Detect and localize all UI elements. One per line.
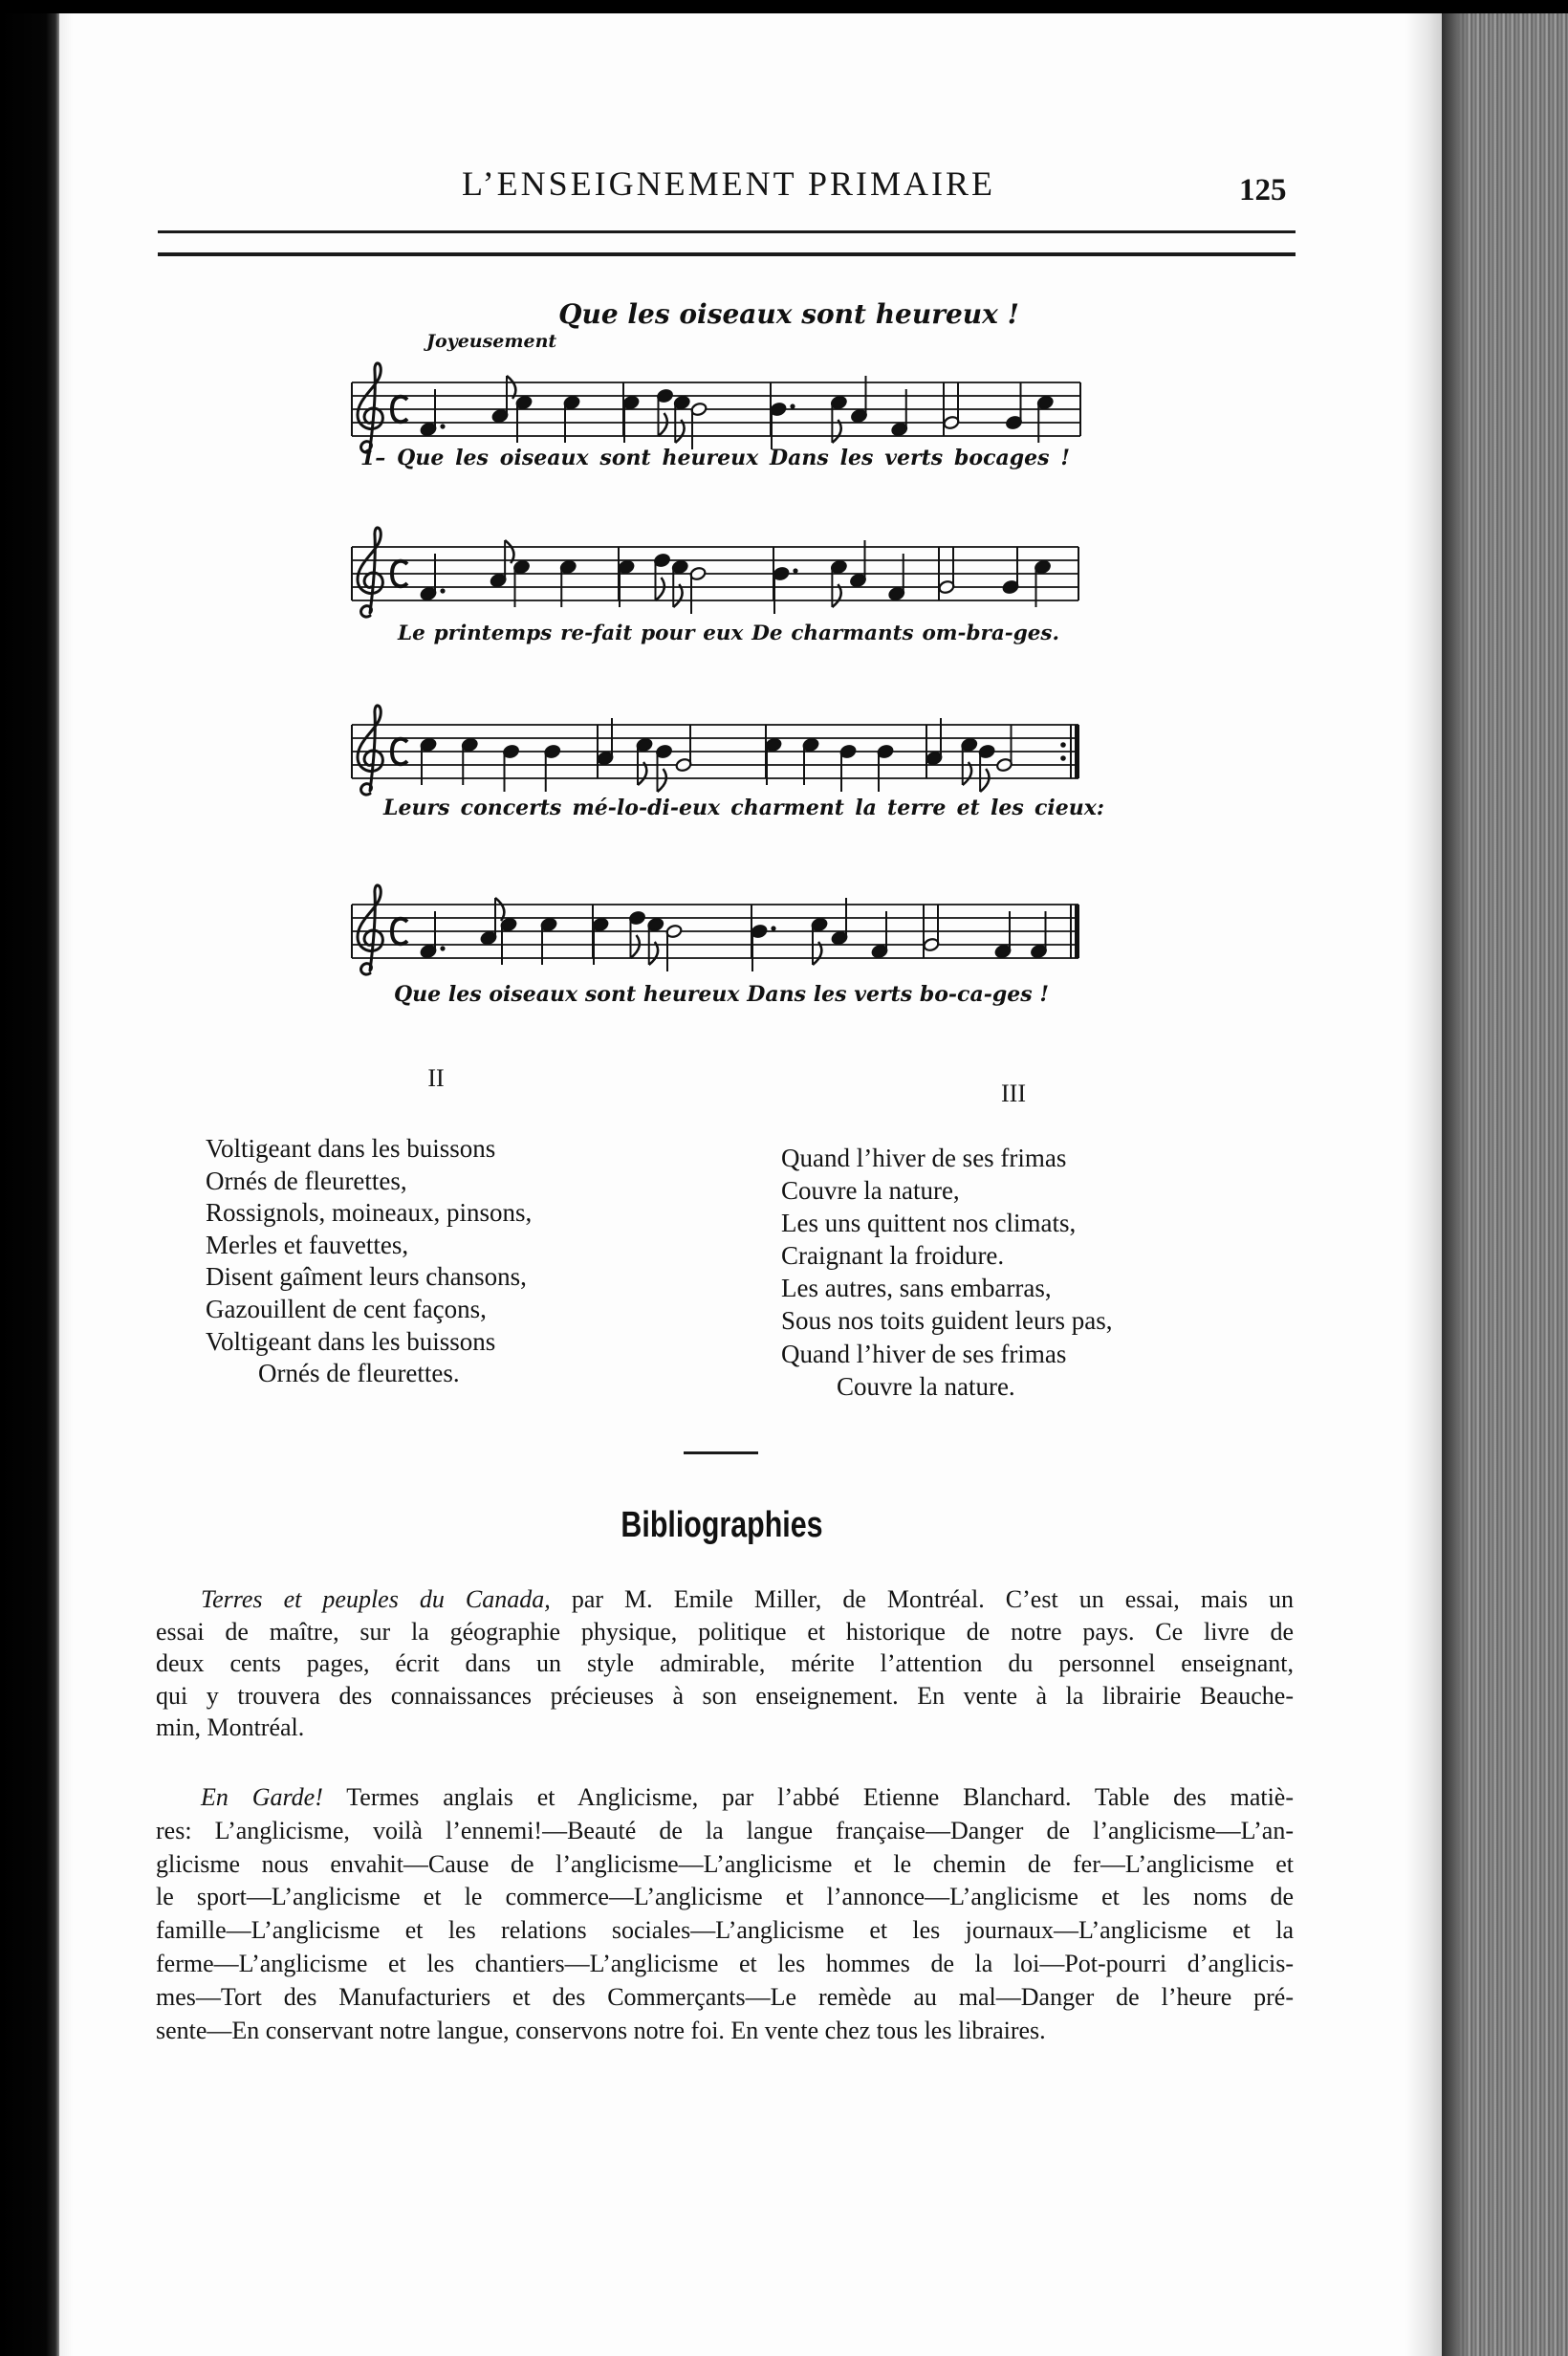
verse-line: Quand l’hiver de ses frimas bbox=[781, 1339, 1067, 1368]
final-barline bbox=[1075, 725, 1079, 778]
repeat-dot bbox=[1060, 742, 1066, 748]
verse-line: Disent gaîment leurs chansons, bbox=[206, 1262, 527, 1292]
verse-line: Ornés de fleurettes, bbox=[206, 1166, 407, 1195]
scan-top-border bbox=[0, 0, 1568, 13]
header-rule-top bbox=[158, 230, 1296, 233]
verse-line: Les autres, sans embarras, bbox=[781, 1274, 1052, 1303]
stanza-numeral-ii: II bbox=[427, 1064, 445, 1092]
header-rule-bottom bbox=[158, 252, 1296, 256]
text-line: ferme—L’anglicisme et les chantiers—L’anglicisme et les hommes de la loi—Pot-pourri d’anglicis- bbox=[156, 1949, 1294, 1977]
text-line: famille—L’anglicisme et les relations sociales—L’anglicisme et les journaux—L’anglicisme et la bbox=[156, 1916, 1294, 1945]
verse-line: Ornés de fleurettes. bbox=[258, 1359, 460, 1388]
stanza-iii bbox=[781, 1142, 1113, 1403]
lyric-line-1: 1– Que les oiseaux sont heureux Dans les verts bocages ! bbox=[360, 446, 1070, 470]
stanza-numeral-iii: III bbox=[1001, 1080, 1026, 1107]
text-line: le sport—L’anglicisme et le commerce—L’anglicisme et l’annonce—L’anglicisme et les noms de bbox=[156, 1883, 1294, 1911]
verse-line: Gazouillent de cent façons, bbox=[206, 1294, 487, 1323]
note-flag bbox=[658, 769, 666, 792]
text-line: res: L’anglicisme, voilà l’ennemi!—Beauté de la langue française—Danger de l’anglicisme—L’an- bbox=[156, 1816, 1294, 1844]
running-title: L’ENSEIGNEMENT PRIMAIRE bbox=[461, 164, 995, 203]
section-divider bbox=[684, 1451, 758, 1454]
note-dot bbox=[790, 404, 795, 408]
text-line: mes—Tort des Manufacturiers et des Commerçants—Le remède au mal—Danger de l’heure pré- bbox=[156, 1982, 1294, 2011]
treble-clef bbox=[358, 885, 382, 974]
scan-left-border bbox=[0, 0, 59, 2356]
verse-line: Voltigeant dans les buissons bbox=[206, 1326, 496, 1356]
note-dot bbox=[440, 588, 445, 593]
page-number: 125 bbox=[1239, 173, 1287, 207]
note-flag bbox=[659, 413, 667, 436]
verse-line: Couvre la nature, bbox=[781, 1176, 960, 1206]
bibliography-entry-1 bbox=[156, 1583, 1294, 1744]
bibliography-entry-2 bbox=[156, 1781, 1294, 2047]
music-staff-3 bbox=[344, 694, 1100, 809]
note-flag bbox=[980, 769, 989, 792]
section-heading: Bibliographies bbox=[621, 1505, 823, 1545]
verse-line: Rossignols, moineaux, pinsons, bbox=[206, 1198, 533, 1228]
text-line: qui y trouvera des connaissances précieuses à son enseignement. En vente à la librairie Beauche- bbox=[156, 1681, 1294, 1710]
note-dot bbox=[771, 926, 775, 930]
treble-clef bbox=[358, 363, 382, 452]
verse-line: Quand l’hiver de ses frimas bbox=[781, 1144, 1067, 1172]
lyric-line-4: Que les oiseaux sont heureux Dans les verts bo-ca-ges ! bbox=[394, 982, 1049, 1007]
lyric-line-3: Leurs concerts mé-lo-di-eux charment la terre et les cieux: bbox=[383, 796, 1104, 820]
text-run: par M. Emile Miller, de Montréal. C’est un essai, mais un bbox=[571, 1585, 1294, 1613]
repeat-dot bbox=[1060, 755, 1066, 761]
book-page-edges bbox=[1442, 13, 1568, 2356]
music-staff-4 bbox=[344, 874, 1100, 989]
text-line bbox=[156, 1583, 1294, 1616]
verse-line: Voltigeant dans les buissons bbox=[206, 1134, 496, 1163]
text-line: sente—En conservant notre langue, conservons notre foi. En vente chez tous les libraires. bbox=[156, 2016, 1046, 2044]
tempo-marking: Joyeusement bbox=[426, 331, 557, 352]
text-line: min, Montréal. bbox=[156, 1713, 305, 1741]
treble-clef bbox=[358, 528, 382, 617]
final-barline bbox=[1075, 905, 1079, 958]
verse-line: Craignant la froidure. bbox=[781, 1241, 1005, 1271]
text-run: Termes anglais et Anglicisme, par l’abbé Etienne Blanchard. Table des matiè- bbox=[346, 1783, 1295, 1811]
song-title: Que les oiseaux sont heureux ! bbox=[558, 298, 1019, 330]
book-title: En Garde! bbox=[201, 1783, 323, 1811]
stanza-ii bbox=[206, 1133, 532, 1390]
treble-clef bbox=[358, 706, 382, 795]
book-title: Terres et peuples du Canada, bbox=[201, 1585, 551, 1613]
text-line: deux cents pages, écrit dans un style admirable, mérite l’attention du personnel enseignant, bbox=[156, 1649, 1294, 1677]
music-staff-2 bbox=[344, 516, 1100, 631]
note-flag bbox=[656, 578, 664, 600]
verse-line: Les uns quittent nos climats, bbox=[781, 1209, 1077, 1238]
lyric-line-2: Le printemps re-fait pour eux De charmants om-bra-ges. bbox=[398, 622, 1059, 645]
note-dot bbox=[793, 568, 797, 573]
verse-line: Couvre la nature. bbox=[837, 1371, 1015, 1401]
text-line: essai de maître, sur la géographie physique, politique et historique de notre pays. Ce livre de bbox=[156, 1617, 1294, 1646]
verse-line: Sous nos toits guident leurs pas, bbox=[781, 1306, 1113, 1336]
note-flag bbox=[631, 935, 640, 958]
text-line bbox=[156, 1781, 1294, 1815]
note-dot bbox=[440, 946, 445, 950]
note-dot bbox=[440, 424, 445, 428]
verse-line: Merles et fauvettes, bbox=[206, 1230, 409, 1259]
text-line: glicisme nous envahit—Cause de l’anglicisme—L’anglicisme et le chemin de fer—L’anglicisme et bbox=[156, 1849, 1294, 1878]
